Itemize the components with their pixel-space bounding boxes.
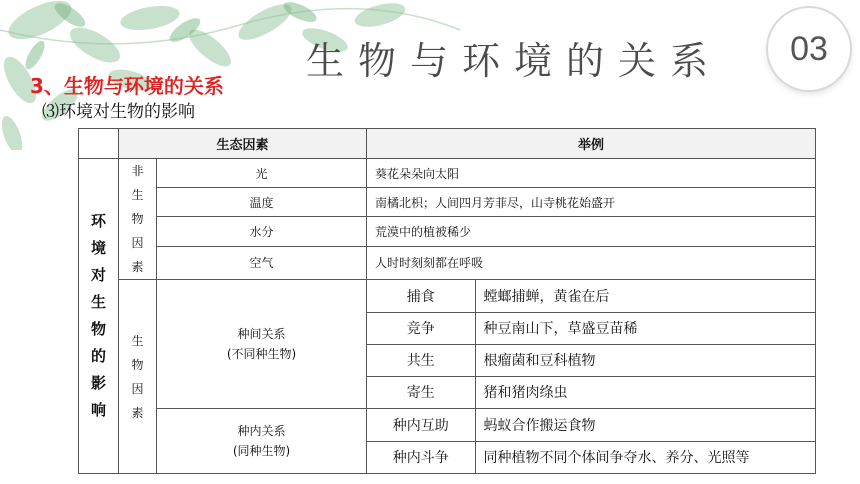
slide-title: 生物与环境的关系 — [306, 39, 723, 83]
abiotic-example-light: 葵花朵朵向太阳 — [367, 159, 816, 188]
intraspecific-subtable — [367, 409, 815, 473]
side-label-environment-influence: 环 境 对 生 物 的 影 响 — [79, 159, 119, 474]
header-example: 举例 — [367, 129, 816, 159]
relation-competition: 竞争 — [367, 312, 475, 344]
relation-predation: 捕食 — [367, 280, 475, 312]
example-parasitism: 猪和猪肉绦虫 — [475, 376, 815, 408]
relation-symbiosis: 共生 — [367, 344, 475, 376]
example-competition: 种豆南山下，草盛豆苗稀 — [475, 312, 815, 344]
section-number-badge: 03 — [768, 8, 850, 90]
interspecific-subtable — [367, 280, 815, 408]
relation-mutual-aid: 种内互助 — [367, 409, 475, 441]
header-factor: 生态因素 — [119, 129, 367, 159]
section-heading: 3、生物与环境的关系 — [30, 74, 224, 98]
relation-struggle: 种内斗争 — [367, 441, 475, 473]
example-symbiosis: 根瘤菌和豆科植物 — [475, 344, 815, 376]
biotic-factor-label: 生 物 因 素 — [119, 280, 157, 474]
example-mutual-aid: 蚂蚁合作搬运食物 — [475, 409, 815, 441]
corner-cell — [79, 129, 119, 159]
abiotic-factor-label: 非 生 物 因 素 — [119, 159, 157, 280]
sub-heading: ⑶环境对生物的影响 — [42, 102, 195, 122]
abiotic-factor-air: 空气 — [157, 246, 367, 279]
relation-parasitism: 寄生 — [367, 376, 475, 408]
abiotic-example-water: 荒漠中的植被稀少 — [367, 217, 816, 246]
abiotic-example-air: 人时时刻刻都在呼吸 — [367, 246, 816, 279]
environment-influence-table — [78, 128, 816, 474]
abiotic-example-temperature: 南橘北枳；人间四月芳菲尽，山寺桃花始盛开 — [367, 188, 816, 217]
example-struggle: 同种植物不同个体间争夺水、养分、光照等 — [475, 441, 815, 473]
interspecific-subtable-cell — [367, 280, 816, 409]
example-predation: 螳螂捕蝉，黄雀在后 — [475, 280, 815, 312]
interspecific-relation-label: 种间关系 (不同种生物) — [157, 280, 367, 409]
abiotic-factor-water: 水分 — [157, 217, 367, 246]
intraspecific-relation-label: 种内关系 (同种生物) — [157, 409, 367, 474]
intraspecific-subtable-cell — [367, 409, 816, 474]
abiotic-factor-temperature: 温度 — [157, 188, 367, 217]
abiotic-factor-light: 光 — [157, 159, 367, 188]
